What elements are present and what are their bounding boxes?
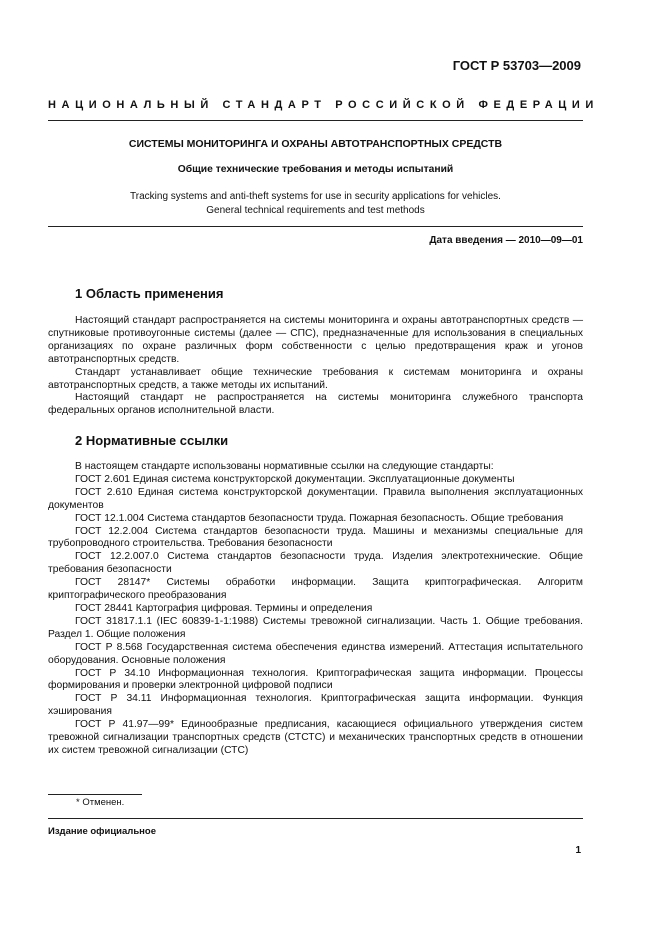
section-1-heading: 1 Область применения [75,286,224,301]
header-rule [48,120,583,121]
page-number: 1 [575,845,581,856]
paragraph: В настоящем стандарте использованы нормативные ссылки на следующие стандарты: [75,461,494,472]
paragraph: Настоящий стандарт не распространяется на системы мониторинга служебного транспорта федеральных органов исполнительной власти. [48,392,583,417]
reference-item: ГОСТ Р 34.11 Информационная технология. Криптографическая защита информации. Функция хэширования [48,693,583,718]
reference-item: ГОСТ 12.2.004 Система стандартов безопасности труда. Машины и механизмы специальные для трубопроводного строительства. Требования безопасности [48,525,583,550]
section-2-body [48,461,583,758]
footnote-rule [48,794,142,795]
english-title [48,190,583,217]
national-standard-banner: НАЦИОНАЛЬНЫЙ СТАНДАРТ РОССИЙСКОЙ ФЕДЕРАЦИИ [48,99,599,111]
reference-item: ГОСТ 2.601 Единая система конструкторской документации. Эксплуатационные документы [75,473,515,485]
document-title: СИСТЕМЫ МОНИТОРИНГА И ОХРАНЫ АВТОТРАНСПОРТНЫХ СРЕДСТВ [128,138,503,150]
title-rule [48,226,583,227]
footer-rule [48,818,583,819]
reference-item: ГОСТ 28147* Системы обработки информации. Защита криптографическая. Алгоритм криптографического преобразования [48,577,583,602]
reference-item: ГОСТ 12.2.007.0 Система стандартов безопасности труда. Изделия электротехнические. Общие требования безопасности [48,551,583,576]
reference-item: ГОСТ 2.610 Единая система конструкторской документации. Правила выполнения эксплуатационных документов [48,486,583,511]
reference-item: ГОСТ Р 8.568 Государственная система обеспечения единства измерений. Аттестация испытательного оборудования. Основные положения [48,641,583,666]
introduction-date: Дата введения — 2010—09—01 [429,235,583,246]
section-1-body [48,315,583,418]
official-edition-label: Издание официальное [48,826,156,837]
document-subtitle: Общие технические требования и методы испытаний [177,164,454,175]
paragraph: Стандарт устанавливает общие технические требования к системам мониторинга и охраны автотранспортных средств, а также методы их испытаний. [48,366,583,391]
reference-item: ГОСТ Р 41.97—99* Единообразные предписания, касающиеся официального утверждения систем тревожной сигнализации транспортных средств (СТСТС) и механических транспортных средств в отношении их систем тревожной сигнализации (СТС) [48,719,583,756]
english-title-line-1: Tracking systems and anti-theft systems for use in security applications for vehicles. [130,191,501,202]
reference-item: ГОСТ 31817.1.1 (IEC 60839-1-1:1988) Системы тревожной сигнализации. Часть 1. Общие требования. Раздел 1. Общие положения [48,615,583,640]
footnote: * Отменен. [76,797,125,808]
reference-item: ГОСТ Р 34.10 Информационная технология. Криптографическая защита информации. Процессы формирования и проверки электронной цифровой подписи [48,667,583,692]
section-2-heading: 2 Нормативные ссылки [75,433,229,448]
document-code: ГОСТ Р 53703—2009 [452,58,581,73]
english-title-line-2: General technical requirements and test methods [206,204,425,216]
paragraph: Настоящий стандарт распространяется на системы мониторинга и охраны автотранспортных средств — спутниковые противоугонные системы (далее — СПС), предназначенные для использования в специальных организациях по охране различных форм собственности с целью предотвращения краж и угонов автотранспортных средств. [48,315,583,365]
reference-item: ГОСТ 28441 Картография цифровая. Термины и определения [75,602,373,614]
reference-item: ГОСТ 12.1.004 Система стандартов безопасности труда. Пожарная безопасность. Общие требования [75,512,564,524]
